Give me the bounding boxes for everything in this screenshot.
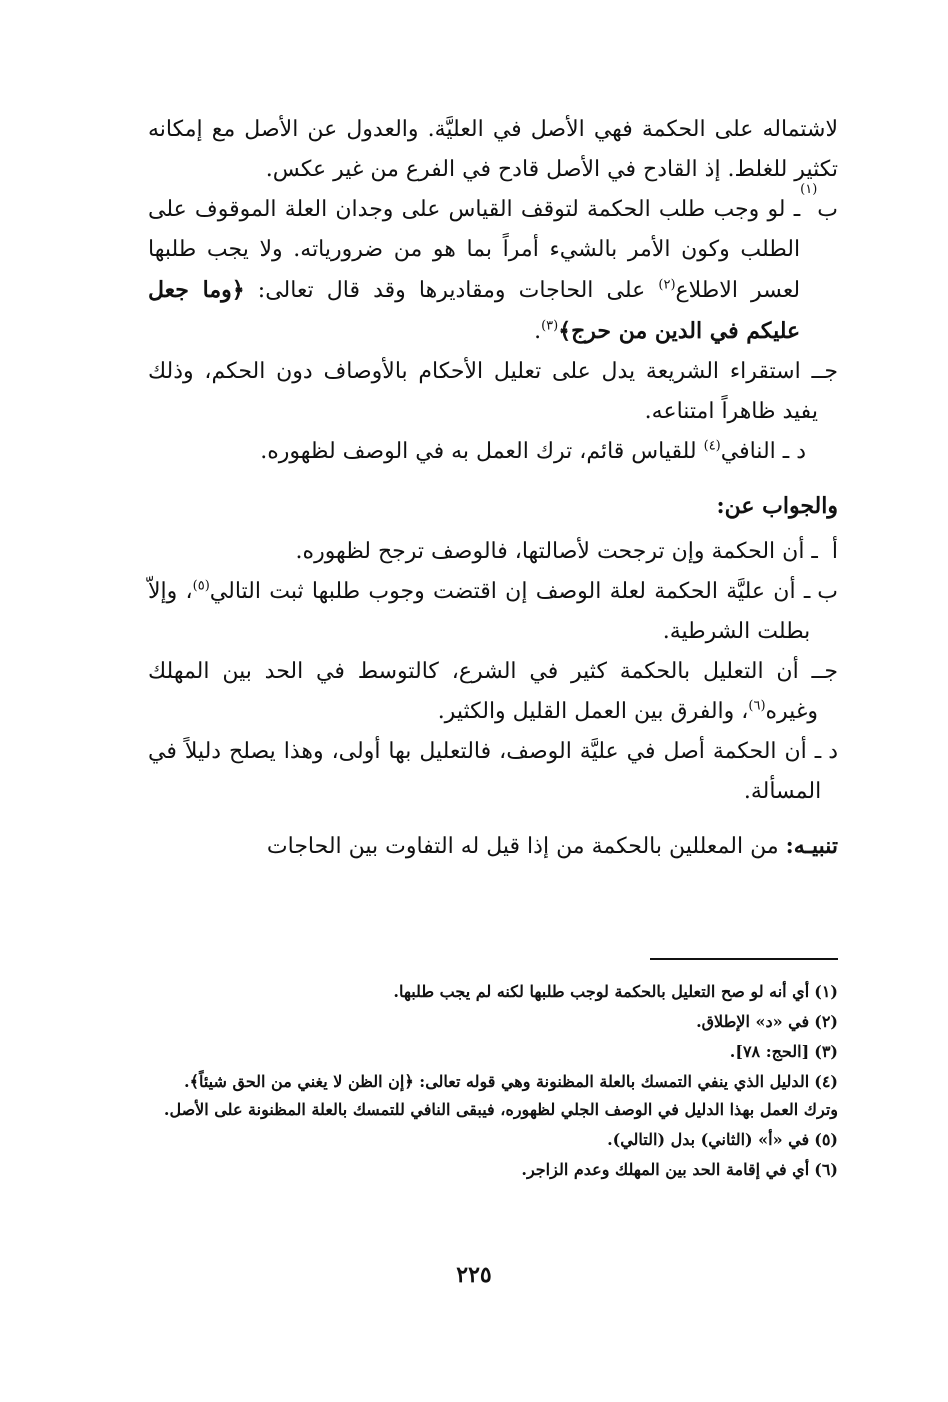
answers-list: [148, 532, 838, 812]
answer-heading: والجواب عن:: [716, 493, 838, 519]
intro-paragraph: لاشتماله على الحكمة فهي الأصل في العليَّة. والعدول عن الأصل مع إمكانه تكثير للغلط. إذ القادح في الأصل قادح في الفرع من غير عكس.: [148, 117, 838, 182]
objection-j-marker: جـ: [817, 359, 838, 384]
objection-b-text-3: .: [534, 319, 542, 344]
footnote-text: أي في إقامة الحد بين المهلك وعدم الزاجر.: [521, 1160, 810, 1179]
footnote-ref-5: (٥): [192, 578, 210, 594]
answer-j: [148, 652, 838, 732]
footnote-number: (٣): [814, 1042, 838, 1061]
objection-j-text: ـ استقراء الشريعة يدل على تعليل الأحكام بالأوصاف دون الحكم، وذلك يفيد ظاهراً امتناعه.: [148, 359, 818, 424]
footnote-ref-2: (٢): [658, 277, 676, 293]
objection-b-marker: ب: [817, 197, 838, 222]
footnote-3: [148, 1038, 838, 1066]
footnote-number: (٥): [814, 1130, 838, 1149]
answer-j-marker: جـ: [817, 659, 838, 684]
footnote-separator: [650, 958, 838, 960]
objection-d-text-2: للقياس قائم، ترك العمل به في الوصف لظهوره.: [260, 439, 704, 464]
footnote-6: [148, 1156, 838, 1184]
objection-d: [148, 432, 838, 472]
answer-b-text: ـ أن عليَّة الحكمة لعلة الوصف إن اقتضت وجوب طلبها ثبت التالي: [209, 579, 811, 604]
quran-verse: ﴿وما جعل عليكم في الدين من حرج﴾: [148, 277, 801, 344]
answer-a-text: ـ أن الحكمة وإن ترجحت لأصالتها، فالوصف ترجح لظهوره.: [295, 539, 818, 564]
notice-paragraph: [148, 826, 838, 867]
footnote-text: [الحج: ٧٨].: [729, 1042, 810, 1061]
footnote-text: في «د» الإطلاق.: [696, 1012, 810, 1031]
answer-a-marker: أ: [831, 539, 838, 564]
answer-d: [148, 732, 838, 812]
answer-b-marker: ب: [817, 579, 838, 604]
footnote-number: (٢): [814, 1012, 838, 1031]
answer-b: [148, 572, 838, 652]
footnote-number: (٤): [814, 1072, 838, 1091]
answer-d-text: ـ أن الحكمة أصل في عليَّة الوصف، فالتعليل بها أولى، وهذا يصلح دليلاً في المسألة.: [148, 739, 822, 804]
footnote-2: [148, 1008, 838, 1036]
answer-d-marker: د: [828, 739, 838, 764]
objection-b: [148, 182, 838, 352]
objection-d-marker: د: [796, 439, 806, 464]
answer-j-text-2: ، والفرق بين العمل القليل والكثير.: [437, 699, 749, 724]
footnote-number: (١): [814, 982, 838, 1001]
footnote-4: [148, 1068, 838, 1124]
footnote-text: في «أ» (الثاني) بدل (التالي).: [607, 1130, 810, 1149]
footnote-text: الدليل الذي ينفي التمسك بالعلة المظنونة وهي قوله تعالى: ﴿إن الظن لا يغني من الحق شيئاً﴾. وترك العمل بهذا الدليل في الوصف الجلي لظهوره، فيبقى النافي للتمسك بالعلة المظنونة على الأصل.: [163, 1072, 838, 1119]
footnotes: [148, 978, 838, 1186]
objection-b-text-2: على الحاجات ومقاديرها وقد قال تعالى:: [244, 278, 659, 303]
footnote-ref-1: (١): [800, 182, 818, 197]
notice-label: تنبيـه:: [785, 833, 838, 859]
footnote-1: [148, 978, 838, 1006]
answer-b-text-2: ، وإلاّ بطلت الشرطية.: [148, 579, 811, 644]
objection-b-text: ـ لو وجب طلب الحكمة لتوقف القياس على وجدان العلة الموقوف على الطلب وكون الأمر بالشيء أمراً بما هو من ضرورياته. ولا يجب طلبها لعسر الاطلاع: [148, 197, 801, 303]
footnote-ref-3: (٣): [541, 318, 559, 334]
answer-a: [148, 532, 838, 572]
page-number: ٢٢٥: [456, 1262, 492, 1288]
footnote-text: أي أنه لو صح التعليل بالحكمة لوجب طلبها لكنه لم يجب طلبها.: [393, 982, 810, 1001]
page-body: [148, 110, 838, 867]
objection-j: [148, 352, 838, 432]
footnote-ref-6: (٦): [748, 698, 766, 714]
footnote-ref-4: (٤): [703, 438, 721, 454]
footnote-5: [148, 1126, 838, 1154]
notice-text: من المعللين بالحكمة من إذا قيل له التفاوت بين الحاجات: [266, 834, 786, 859]
footnote-number: (٦): [814, 1160, 838, 1179]
objection-d-text: ـ النافي: [720, 439, 790, 464]
answer-j-text: ـ أن التعليل بالحكمة كثير في الشرع، كالتوسط في الحد بين المهلك وغيره: [148, 659, 818, 724]
